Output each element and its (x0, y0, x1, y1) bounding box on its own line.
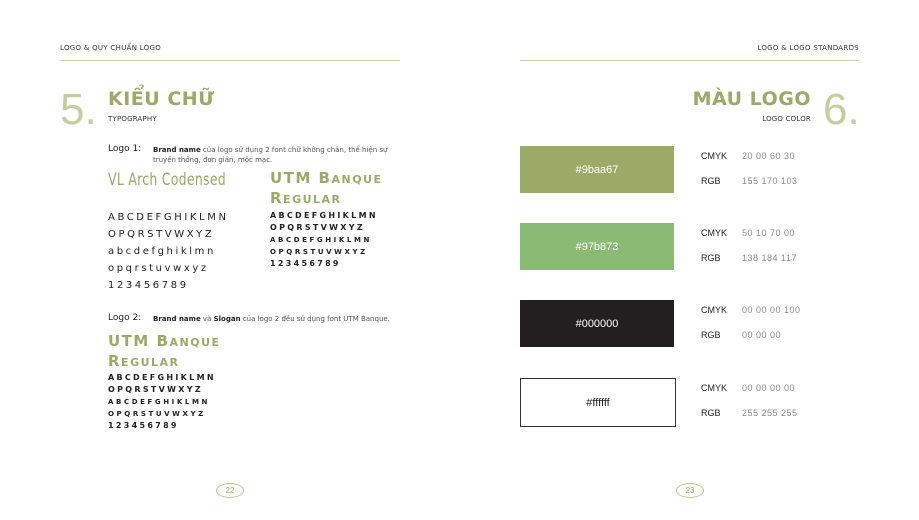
rgb-value: 138 184 117 (742, 253, 797, 263)
right-page-header: LOGO & LOGO STANDARDS (757, 44, 859, 52)
font-name-line: UTM Banque (270, 169, 383, 187)
specimen-line: ABCDEFGHIKLMN (270, 236, 372, 244)
rgb-value: 00 00 00 (742, 330, 782, 340)
utm-banque-specimen-2 (108, 372, 216, 432)
cmyk-label: CMYK (701, 305, 728, 315)
color-swatch (520, 378, 676, 427)
cmyk-value: 00 00 00 00 (742, 383, 796, 393)
logo2-label: Logo 2: (108, 313, 142, 323)
right-header-rule (520, 60, 859, 61)
left-header-rule (60, 60, 400, 61)
cmyk-label: CMYK (701, 228, 728, 238)
specimen-line: OPQRSTVWXYZ (270, 223, 365, 232)
specimen-line: opqrstuvwxyz (108, 263, 209, 274)
page-number-right: 23 (676, 483, 704, 498)
specimen-line: 123456789 (108, 280, 189, 291)
section-number-5: 5. (60, 85, 97, 134)
font-name-vl-arch: VL Arch Codensed (108, 170, 227, 190)
cmyk-label: CMYK (701, 383, 728, 393)
specimen-line: 123456789 (270, 259, 341, 268)
logo1-label: Logo 1: (108, 144, 142, 154)
specimen-line: ABCDEFGHIKLMN (108, 398, 210, 406)
color-swatch (520, 146, 674, 193)
section-title-logo-color: MÀU LOGO (692, 88, 811, 110)
specimen-line: ABCDEFGHIKLMN (108, 373, 216, 382)
specimen-line: 123456789 (108, 421, 179, 430)
logo2-description (153, 314, 403, 324)
section-number-6: 6. (823, 85, 860, 134)
left-page-header: LOGO & QUY CHUẨN LOGO (60, 44, 162, 52)
specimen-line: OPQRSTUVWXYZ (108, 410, 206, 418)
utm-banque-specimen-1 (270, 210, 378, 270)
rgb-value: 155 170 103 (742, 176, 798, 186)
logo1-desc-text: của logo sử dụng 2 font chữ không chân, thể hiện sự truyền thống, đơn giản, mộc mạc. (153, 146, 388, 164)
cmyk-value: 50 10 70 00 (742, 228, 796, 238)
specimen-line: OPQRSTUVWXYZ (270, 248, 368, 256)
color-swatch (520, 223, 674, 270)
logo1-description (153, 145, 403, 165)
rgb-label: RGB (701, 408, 721, 418)
color-hex-label: #000000 (575, 317, 619, 330)
logo2-desc-text: của logo 2 đều sử dụng font UTM Banque. (240, 315, 390, 323)
section-subtitle-logo-color: LOGO COLOR (762, 115, 811, 123)
rgb-label: RGB (701, 253, 721, 263)
font-name-line: Regular (270, 189, 342, 207)
logo1-desc-bold: Brand name (153, 146, 201, 154)
rgb-label: RGB (701, 176, 721, 186)
font-name-utm-banque-2 (108, 331, 221, 371)
color-swatch (520, 300, 674, 347)
font-name-line: UTM Banque (108, 332, 221, 350)
font-name-line: Regular (108, 352, 180, 370)
cmyk-value: 00 00 00 100 (742, 305, 801, 315)
page-number-left: 22 (216, 483, 244, 498)
section-subtitle-typography: TYPOGRAPHY (108, 115, 157, 123)
specimen-line: abcdefghiklmn (108, 246, 216, 257)
logo2-desc-mid: và (200, 315, 214, 323)
font-name-utm-banque-1 (270, 168, 383, 208)
cmyk-value: 20 00 60 30 (742, 151, 796, 161)
specimen-line: OPQRSTVWXYZ (108, 385, 203, 394)
color-hex-label: #ffffff (586, 396, 610, 409)
color-hex-label: #97b873 (575, 240, 619, 253)
rgb-value: 255 255 255 (742, 408, 798, 418)
logo2-desc-bold-slogan: Slogan (213, 315, 241, 323)
section-title-typography: KIỂU CHỮ (108, 88, 215, 110)
rgb-label: RGB (701, 330, 721, 340)
vl-arch-specimen (108, 209, 229, 294)
color-hex-label: #9baa67 (575, 163, 619, 176)
specimen-line: ABCDEFGHIKLMN (270, 211, 378, 220)
logo2-desc-bold-brand: Brand name (153, 315, 201, 323)
specimen-line: OPQRSTVWXYZ (108, 229, 215, 240)
cmyk-label: CMYK (701, 151, 728, 161)
specimen-line: ABCDEFGHIKLMN (108, 212, 229, 223)
